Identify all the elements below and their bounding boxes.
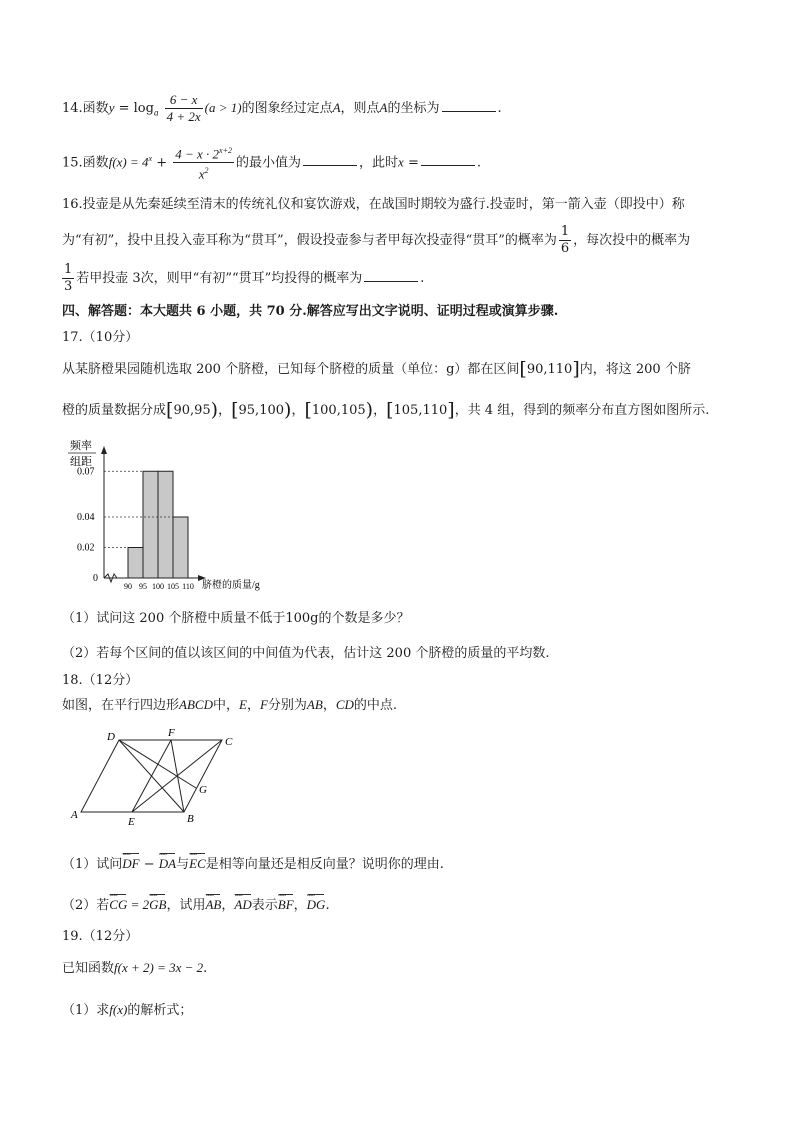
q14-text: 的图象经过定点 [241, 101, 333, 116]
q19-sub1a: （1）求 [62, 1003, 110, 1018]
q16-line2 [62, 224, 690, 257]
q17-para2b: ，共 4 组，得到的频率分布直方图如图所示. [454, 403, 710, 418]
q17-g1-open: [ [166, 399, 174, 421]
hist-y-axis-arrow [101, 446, 107, 454]
q17-g3: 100,105 [311, 403, 366, 418]
q17-para1b: 内，将这 200 个脐 [579, 362, 691, 377]
q15-eq: = [403, 155, 419, 171]
q15-plus: + [152, 155, 172, 171]
q17-sub1-unit: 100g [285, 611, 319, 626]
q18-eq2: = 2 [127, 897, 150, 912]
hist-ylabel-top: 频率 [70, 440, 92, 452]
label-b: B [187, 813, 194, 825]
q18-f: F [259, 697, 268, 712]
q16-line2a: 为“有初”，投中且投入壶耳称为“贯耳”，假设投壶参与者甲每次投壶得“贯耳”的概率为 [62, 233, 557, 248]
hist-x-tick: 100 [152, 582, 164, 591]
q17-bracket-open: [ [519, 358, 527, 380]
q16-end: . [420, 271, 425, 286]
parallelogram-figure [64, 726, 254, 826]
q19-sub1-x: (x) [112, 1002, 128, 1017]
q15-line [62, 143, 481, 183]
hist-y-tick: 0.04 [77, 512, 95, 523]
q14-numerator: 6 − x [165, 92, 203, 109]
q18-intro-b: 中， [212, 698, 239, 713]
vec-dg: DG ᴗᴗᴗ [307, 897, 326, 913]
q19-sub1 [62, 1002, 192, 1019]
q14-answer-blank [442, 99, 496, 112]
hist-x-tick: 110 [182, 582, 194, 591]
q14-prefix: 14.函数 [62, 101, 109, 116]
q16-line2b: ，每次投中的概率为 [573, 233, 691, 248]
q15-lhs: (x) = 4 [112, 154, 149, 170]
q14-y: y [108, 100, 115, 115]
q17-para2a: 橙的质量数据分成 [62, 403, 167, 418]
q18-abcd: ABCD [179, 697, 213, 712]
q18-with: 与 [176, 857, 190, 872]
q17-sub2: （2）若每个区间的值以该区间的中间值为代表，估计这 200 个脐橙的质量的平均数. [62, 646, 550, 661]
hist-bar [128, 548, 143, 579]
q15-blank2 [421, 153, 475, 166]
q15-end: . [476, 155, 481, 171]
label-c: C [225, 736, 233, 748]
q18-intro: 如图，在平行四边形ABCD中，E，F分别为AB，CD的中点. [62, 697, 398, 713]
vec-ab: AB ᴗᴗᴗ [205, 897, 221, 913]
q15-f: f [108, 154, 113, 170]
q18-minus: − [139, 857, 159, 872]
q17-heading: 17.（10分） [62, 330, 139, 345]
label-e: E [128, 816, 135, 826]
q17-g2-close: ) [284, 399, 292, 421]
q17-sub1 [62, 611, 410, 627]
q18-e: E [238, 697, 247, 712]
label-a: A [71, 809, 78, 821]
q16-frac2-den: 3 [64, 279, 73, 294]
q18-sub1b: 是相等向量还是相反向量？说明你的理由. [205, 857, 444, 872]
vec-ec: EC ᴗᴗᴗ [189, 856, 206, 872]
q18-end: . [325, 898, 330, 913]
q18-intro-c: 分别为 [267, 698, 307, 713]
q17-g1: 90,95 [173, 403, 211, 418]
q16-line3-text: 若甲投壶 3次，则甲“有初”“贯耳”均投得的概率为 [76, 271, 363, 286]
q18-sub2c: 表示 [251, 898, 278, 913]
q15-fraction [173, 143, 234, 183]
histogram-chart [60, 436, 300, 596]
q19-intro [62, 960, 207, 977]
q18-sub2: （2）若CG ᴗᴗᴗ = 2GB ᴗᴗᴗ，试用AB ᴗᴗᴗ，AD ᴗᴗᴗ表示BF ᴗᴗᴗ，DG ᴗᴗᴗ. [62, 897, 330, 914]
q17-g3-close: ) [365, 399, 374, 421]
q18-heading: 18.（12分） [62, 673, 139, 688]
hist-x-tick: 95 [139, 582, 147, 591]
q16-blank [364, 269, 418, 282]
q15-exp1: x [148, 154, 153, 163]
q19-sub1-f: f [109, 1002, 113, 1017]
vec-cg: CG ᴗᴗᴗ [109, 897, 127, 913]
q17-g2-open: [ [231, 399, 239, 421]
q18-ab: AB [306, 697, 323, 712]
q17-g4-close: ] [447, 399, 455, 421]
hist-x-tick: 90 [124, 582, 132, 591]
q17-g1-close: ) [210, 399, 219, 421]
q19-f: f [114, 960, 118, 975]
q19-text-a: 已知函数 [62, 961, 115, 976]
q16-frac1-num: 1 [560, 224, 570, 239]
q18-sub1 [62, 856, 444, 873]
vec-df: DF ᴗᴗᴗ [122, 856, 139, 872]
q18-sub1a: （1）试问 [62, 857, 123, 872]
q15-var: x [398, 154, 404, 170]
q16-frac1-den: 6 [560, 241, 570, 256]
q19-heading: 19.（12分） [62, 929, 139, 944]
q15-num-text: 4 − x · 2 [175, 146, 220, 162]
q14-base: a [153, 107, 159, 118]
q15-blank1 [303, 153, 357, 166]
q15-text2: ，此时 [359, 155, 399, 171]
hist-y-tick: 0.07 [77, 466, 95, 478]
q18-sub2a: （2）若 [62, 898, 110, 913]
label-d: D [107, 731, 115, 743]
q14-line [62, 92, 502, 125]
q16-frac2-num: 1 [64, 262, 73, 277]
q17-interval: 90,110 [526, 362, 573, 377]
q17-g3-open: [ [304, 399, 312, 421]
q14-text2: ，则点 [340, 101, 380, 116]
q17-para1 [62, 358, 691, 380]
hist-xlabel: 脐橙的质量/g [202, 580, 260, 591]
hist-ylabel-bottom: 组距 [70, 456, 92, 468]
label-f: F [168, 727, 175, 739]
q18-sub2b: ，试用 [166, 898, 206, 913]
q14-point2: A [379, 100, 388, 115]
q19-sub1b: 的解析式； [127, 1003, 193, 1018]
q18-intro-d: 的中点. [353, 698, 398, 713]
hist-bar [158, 471, 173, 578]
q15-denominator [173, 163, 234, 182]
q17-g4-open: [ [386, 399, 394, 421]
vec-gb: GB ᴗᴗᴗ [149, 897, 166, 913]
q19-expr: (x + 2) = 3x − 2 [117, 960, 204, 975]
vec-bf: BF ᴗᴗᴗ [278, 897, 294, 913]
q14-cond: (a > 1) [204, 100, 242, 115]
q15-den-exp: 2 [204, 166, 209, 176]
hist-origin: 0 [93, 573, 98, 584]
q15-text: 的最小值为 [236, 155, 302, 171]
q16-frac1 [559, 224, 571, 257]
hist-y-tick: 0.02 [77, 542, 95, 554]
q19-end: . [203, 961, 208, 976]
q14-end: . [497, 101, 502, 116]
q16-line1: 16.投壶是从先秦延续至清末的传统礼仪和宴饮游戏，在战国时期较为盛行.投壶时，第一箭入壶（即投中）称 [62, 197, 685, 212]
q17-sub1-end: 的个数是多少？ [318, 611, 410, 626]
q15-num-exp: x+2 [219, 146, 232, 155]
q18-comma: ， [246, 698, 260, 713]
hist-marks [77, 446, 206, 591]
section-heading: 四、解答题：本大题共 6 小题，共 70 分.解答应写出文字说明、证明过程或演算步骤. [62, 304, 559, 319]
label-g: G [199, 784, 207, 796]
q17-para2: 橙的质量数据分成[90,95)，[95,100)，[100,105)，[105,110]，共 4 组，得到的频率分布直方图如图所示. [62, 399, 710, 421]
q18-intro-a: 如图，在平行四边形 [62, 698, 180, 713]
q15-den-text: x [198, 166, 205, 182]
q14-denominator: 4 + 2x [166, 109, 201, 124]
q15-numerator [173, 143, 234, 163]
q14-point: A [332, 100, 341, 115]
q17-para1a: 从某脐橙果园随机选取 200 个脐橙，已知每个脐橙的质量（单位：g）都在区间 [62, 362, 520, 377]
q17-g4: 105,110 [393, 403, 448, 418]
hist-bar [143, 471, 158, 578]
segment-fe [132, 740, 171, 812]
q14-fraction [165, 92, 203, 125]
hist-x-tick: 105 [167, 582, 179, 591]
hist-bar [173, 517, 188, 578]
q14-eq: = log [114, 101, 154, 116]
q17-bracket-close: ] [572, 358, 580, 380]
q17-sub1-text: （1）试问这 200 个脐橙中质量不低于 [62, 611, 286, 626]
vec-da: DA ᴗᴗᴗ [159, 856, 176, 872]
segment-dg [119, 740, 196, 788]
q14-text3: 的坐标为 [387, 101, 440, 116]
q17-g2: 95,100 [238, 403, 285, 418]
q18-cd: CD [335, 697, 354, 712]
q16-line3 [62, 262, 424, 295]
q15-prefix: 15.函数 [62, 155, 109, 171]
vec-ad: AD ᴗᴗᴗ [234, 897, 251, 913]
q16-frac2 [62, 262, 74, 295]
